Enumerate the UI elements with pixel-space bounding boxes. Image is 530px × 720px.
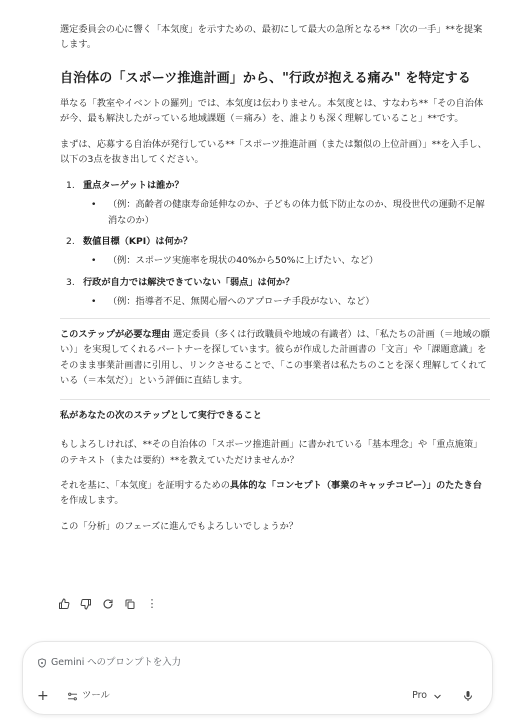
intro-paragraph: 選定委員会の心に響く「本気度」を示すための、最初にして最大の急所となる**「次の一手」**を提案します。 [60,24,483,51]
reason-label: このステップが必要な理由 [60,328,171,340]
paragraph-motivation: 単なる「教室やイベントの羅列」では、本気度は伝わりません。本気度とは、すなわち**「その自治体が今、最も解決したがっている地域課題（＝痛み）を、誰よりも深く理解していること」**です。 [60,97,484,125]
step-number: 1. [66,179,75,191]
tools-button[interactable] [67,686,110,706]
bullet-dot: • [91,199,97,211]
paragraph-request: もしよろしければ、**その自治体の「スポーツ推進計画」に書かれている「基本理念」や「重点施策」のテキスト（または要約）**を教えていただけませんか？ [60,439,483,466]
step-item [60,178,490,228]
divider [60,399,490,400]
mic-icon[interactable] [462,690,474,702]
prompt-input[interactable] [37,655,181,671]
step-title: 行政が自力では解決できていない「弱点」は何か？ [83,276,295,288]
step-number: 3. [66,276,75,288]
tools-label: ツール [82,690,110,701]
divider [60,318,490,319]
paragraph-instruction: まずは、応募する自治体が発行している**「スポーツ推進計画（または類似の上位計画）」**を入手し、以下の3点を抜き出してください。 [60,138,487,166]
step-bullet-text: （例：スポーツ実施率を現状の40%から50%に上げたい、など） [108,255,379,267]
model-label: Pro [412,690,427,701]
model-selector[interactable] [412,686,442,706]
offer-bold: 具体的な「コンセプト（事業のキャッチコピー）」のたたき台 [229,479,482,491]
prompt-box[interactable] [22,641,493,715]
chevron-down-icon [433,692,442,701]
shield-icon [37,658,47,668]
step-item [60,234,490,269]
section-heading: 自治体の「スポーツ推進計画」から、"行政が抱える痛み" を特定する [60,70,471,86]
next-steps-heading: 私があなたの次のステップとして実行できること [60,409,262,421]
add-button[interactable]: + [37,688,49,704]
paragraph-question: この「分析」のフェーズに進んでもよろしいでしょうか？ [60,520,298,532]
step-number: 2. [66,235,75,247]
step-bullet-text: （例：指導者不足、無関心層へのアプローチ手段がない、など） [108,296,375,308]
step-bullet [87,294,490,309]
thumbs-up-icon[interactable] [56,596,72,612]
reason-paragraph [60,327,490,389]
response-body [60,22,490,544]
thumbs-down-icon[interactable] [78,596,94,612]
response-actions [56,596,160,612]
prompt-placeholder: Gemini へのプロンプトを入力 [51,657,182,668]
steps-list [60,178,490,310]
step-bullet [87,253,490,268]
step-item [60,275,490,310]
bullet-dot: • [91,296,97,308]
step-title: 数値目標（KPI）は何か？ [83,235,193,247]
paragraph-offer: それを基に、「本気度」を証明するための具体的な「コンセプト（事業のキャッチコピー）」のたたき台を作成します。 [60,479,482,507]
step-title: 重点ターゲットは誰か？ [83,179,184,191]
tools-icon [67,691,78,702]
step-bullet-text: （例：高齢者の健康寿命延伸なのか、子どもの体力低下防止なのか、現役世代の運動不足解消なのか） [108,199,485,226]
bullet-dot: • [91,255,97,267]
more-vert-icon[interactable]: ⋮ [146,596,158,610]
copy-icon[interactable] [122,596,138,612]
reason-text: 選定委員（多くは行政職員や地域の有識者）は、「私たちの計画（＝地域の願い）」を実現してくれるパートナーを探しています。彼らが作成した計画書の「文言」や「課題意識」をそのまま事業計画書に引用し、リンクさせることで、「この事業者は私たちのことを深く理解してくれている（＝本気だ）」という評価に直結します。 [60,328,490,387]
regenerate-icon[interactable] [100,596,116,612]
step-bullet [87,197,490,228]
